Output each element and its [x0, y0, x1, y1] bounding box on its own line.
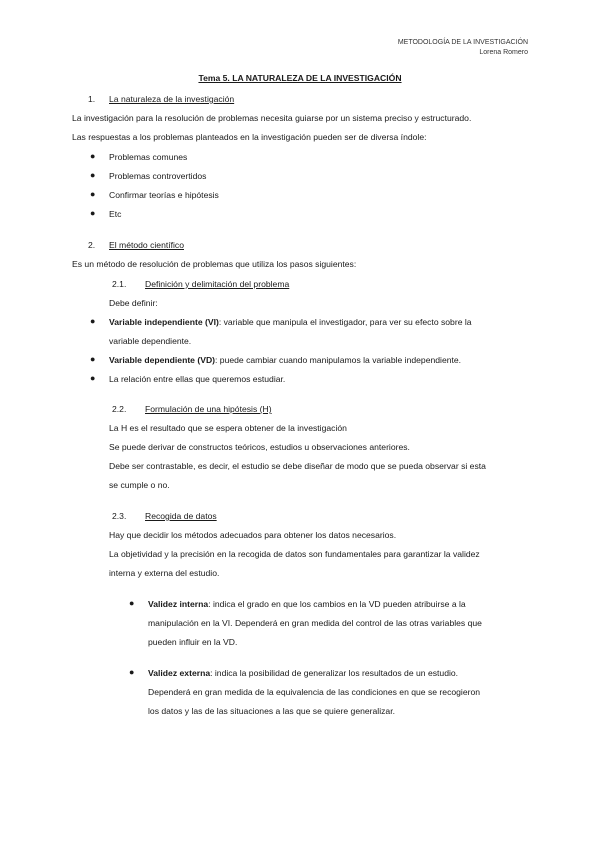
term-validez-interna: Validez interna	[148, 599, 209, 609]
bullet-icon: ●	[90, 151, 96, 161]
term-validez-externa: Validez externa	[148, 668, 211, 678]
subsection-2-3-heading: Recogida de datos	[145, 511, 217, 521]
list-item-continuation: los datos y las de las situaciones a las que se quiere generalizar.	[148, 706, 395, 716]
bullet-icon: ●	[90, 189, 96, 199]
list-item: La relación entre ellas que queremos estudiar.	[109, 374, 286, 384]
term-variable-dependiente: Variable dependiente (VD)	[109, 355, 216, 365]
page-title: Tema 5. LA NATURALEZA DE LA INVESTIGACIÓN	[198, 73, 402, 83]
list-item-continuation: pueden influir en la VD.	[148, 637, 238, 647]
bullet-icon: ●	[90, 354, 96, 364]
list-item-continuation: Dependerá en gran medida de la equivalencia de las condiciones en que se recogieron	[148, 687, 481, 697]
subsection-2-1-heading: Definición y delimitación del problema	[145, 279, 290, 289]
paragraph: Es un método de resolución de problemas que utiliza los pasos siguientes:	[72, 259, 357, 269]
list-item: Confirmar teorías e hipótesis	[109, 190, 219, 200]
list-item: Etc	[109, 209, 122, 219]
list-item: Problemas controvertidos	[109, 171, 207, 181]
bullet-icon: ●	[90, 316, 96, 326]
paragraph: La investigación para la resolución de problemas necesita guiarse por un sistema preciso y estructurado.	[72, 113, 472, 123]
list-item: Validez interna: indica el grado en que los cambios en la VD pueden atribuirse a la	[148, 599, 466, 609]
paragraph: Se puede derivar de constructos teóricos, estudios u observaciones anteriores.	[109, 442, 410, 452]
bullet-icon: ●	[129, 598, 135, 608]
list-item: Variable independiente (VI): variable que manipula el investigador, para ver su efecto sobre la	[109, 317, 472, 327]
list-item: Validez externa: indica la posibilidad de generalizar los resultados de un estudio.	[148, 668, 459, 678]
paragraph: Las respuestas a los problemas planteados en la investigación pueden ser de diversa índole:	[72, 132, 427, 142]
paragraph: La H es el resultado que se espera obtener de la investigación	[109, 423, 347, 433]
header-course: METODOLOGÍA DE LA INVESTIGACIÓN	[397, 39, 528, 46]
bullet-icon: ●	[90, 208, 96, 218]
bullet-icon: ●	[129, 667, 135, 677]
bullet-icon: ●	[90, 170, 96, 180]
header-author: Lorena Romero	[479, 49, 528, 56]
term-variable-independiente: Variable independiente (VI)	[109, 317, 219, 327]
paragraph: La objetividad y la precisión en la recogida de datos son fundamentales para garantizar la validez	[109, 549, 480, 559]
paragraph: se cumple o no.	[109, 480, 170, 490]
section-1-heading: La naturaleza de la investigación	[109, 94, 235, 104]
subsection-2-2-heading: Formulación de una hipótesis (H)	[145, 404, 272, 414]
paragraph: Debe ser contrastable, es decir, el estudio se debe diseñar de modo que se pueda observar si esta	[109, 461, 486, 471]
list-item: Problemas comunes	[109, 152, 188, 162]
section-2-heading: El método científico	[109, 240, 184, 250]
bullet-icon: ●	[90, 373, 96, 383]
paragraph: Debe definir:	[109, 298, 158, 308]
paragraph: interna y externa del estudio.	[109, 568, 220, 578]
section-1-number: 1.	[88, 94, 96, 104]
paragraph: Hay que decidir los métodos adecuados para obtener los datos necesarios.	[109, 530, 397, 540]
section-2-number: 2.	[88, 240, 96, 250]
subsection-2-2-number: 2.2.	[112, 404, 127, 414]
list-item-continuation: variable dependiente.	[109, 336, 192, 346]
subsection-2-3-number: 2.3.	[112, 511, 127, 521]
subsection-2-1-number: 2.1.	[112, 279, 127, 289]
list-item-continuation: manipulación en la VI. Dependerá en gran medida del control de las otras variables que	[148, 618, 482, 628]
list-item: Variable dependiente (VD): puede cambiar cuando manipulamos la variable independiente.	[109, 355, 462, 365]
